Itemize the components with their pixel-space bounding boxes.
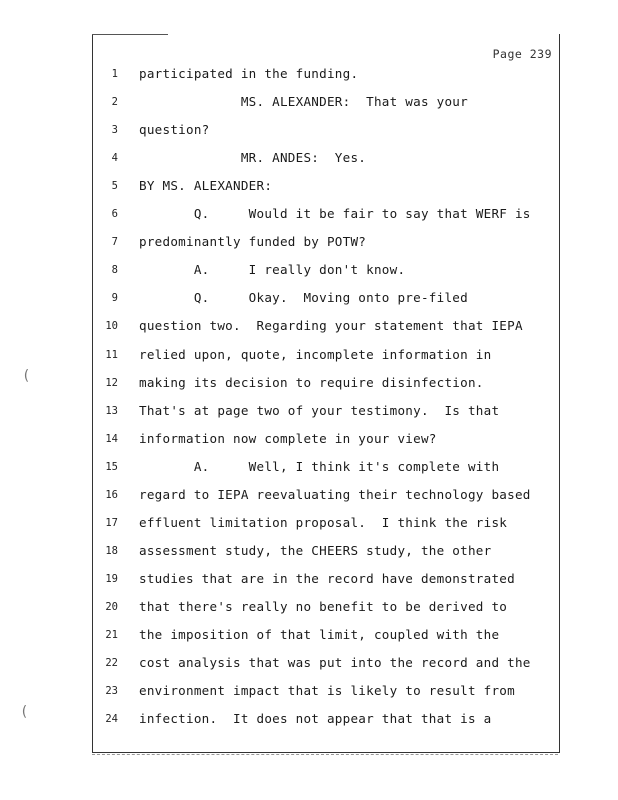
line-text: MR. ANDES: Yes. [139,150,367,166]
line-number: 6 [111,208,118,221]
line-text: BY MS. ALEXANDER: [139,178,273,194]
transcript-line [0,122,618,142]
line-text: the imposition of that limit, coupled with the [139,627,500,642]
line-number: 3 [111,124,118,137]
line-number: 8 [111,264,118,277]
line-number: 15 [105,460,118,473]
transcript-line [0,262,618,282]
transcript-line [0,599,618,619]
line-number: 13 [105,404,118,417]
line-number: 11 [105,348,118,361]
transcript-line [0,375,618,395]
line-text: infection. It does not appear that that is a [139,711,492,727]
transcript-line [0,543,618,563]
margin-bracket-mark: ( [22,368,31,384]
line-number: 23 [105,685,118,698]
line-text: making its decision to require disinfection. [139,374,484,390]
line-text: question two. Regarding your statement that IEPA [139,318,523,334]
line-number: 22 [105,657,118,670]
transcript-line [0,403,618,423]
line-number: 14 [105,432,118,445]
transcript-line [0,206,618,226]
line-text: effluent limitation proposal. I think the risk [139,514,508,530]
line-number: 17 [105,516,118,529]
transcript-line [0,515,618,535]
transcript-line [0,347,618,367]
transcript-line [0,94,618,114]
line-number: 24 [105,713,118,726]
transcript-line [0,150,618,170]
line-text: cost analysis that was put into the record and the [139,655,531,671]
line-number: 10 [105,320,118,333]
line-number: 19 [105,572,118,585]
line-text: MS. ALEXANDER: That was your [139,94,468,110]
transcript-line [0,487,618,507]
line-text: That's at page two of your testimony. Is that [139,402,500,418]
line-number: 12 [105,376,118,389]
line-text: A. Well, I think it's complete with [139,458,500,474]
line-number: 5 [111,180,118,193]
line-text: regard to IEPA reevaluating their technology based [139,486,531,502]
line-text: environment impact that is likely to result from [139,683,515,699]
line-text: A. I really don't know. [139,262,406,278]
transcript-line [0,459,618,479]
line-number: 21 [105,629,118,641]
line-number: 16 [105,488,118,501]
line-text: Q. Okay. Moving onto pre-filed [139,290,468,306]
transcript-line [0,318,618,338]
line-number: 7 [111,236,118,249]
transcript-line [0,627,618,647]
line-number: 20 [105,600,118,613]
transcript-line [0,655,618,675]
line-text: Q. Would it be fair to say that WERF is [139,206,531,222]
transcript-line [0,571,618,591]
transcript-line [0,683,618,703]
line-number: 2 [111,96,118,109]
line-text: assessment study, the CHEERS study, the other [139,542,492,558]
transcript-line [0,711,618,731]
line-text: question? [139,122,210,138]
line-text: studies that are in the record have demonstrated [139,570,515,586]
transcript-line [0,290,618,310]
line-number: 9 [111,292,118,305]
margin-bracket-mark: ( [20,704,29,720]
line-number: 18 [105,544,118,557]
line-text: predominantly funded by POTW? [139,234,367,250]
bottom-scan-line [92,754,558,759]
transcript-line [0,234,618,254]
transcript-line [0,66,618,86]
top-rule [92,34,168,35]
line-text: that there's really no benefit to be derived to [139,598,508,614]
line-text: information now complete in your view? [139,430,437,446]
line-number: 4 [111,152,118,165]
transcript-line [0,178,618,198]
page-number: Page 239 [492,47,552,61]
line-text: relied upon, quote, incomplete information in [139,346,492,362]
transcript-line [0,431,618,451]
line-text: participated in the funding. [139,66,359,81]
line-number: 1 [111,68,118,80]
